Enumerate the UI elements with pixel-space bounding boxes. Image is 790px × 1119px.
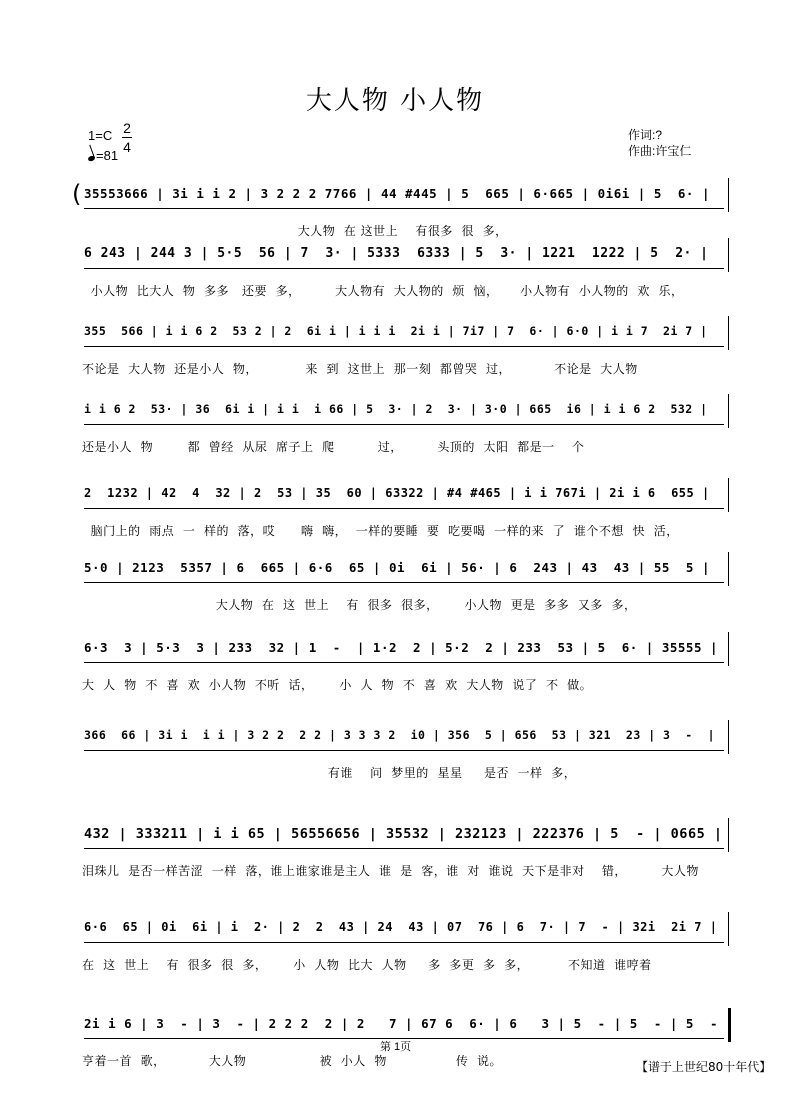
time-signature-top: 2 bbox=[123, 120, 131, 136]
time-signature bbox=[122, 120, 132, 155]
lyric-line: 有谁 问 梦里的 星星 是否 一样 多， bbox=[82, 766, 577, 780]
jianpu-notes: 6·6 65 | 0i 6i | i 2· | 2 2 43 | 24 43 | 07 76 | 6 7· | 7 - | 32i 2i 7 | bbox=[84, 920, 718, 934]
score-system bbox=[78, 632, 732, 702]
lyric-line: 泪珠儿 是否一样苦涩 一样 落，谁上谁家谁是主人 谁 是 客，谁 对 谁说 天下是非对 错， 大人物 bbox=[82, 864, 699, 878]
lyric-line: 不论是 大人物 还是小人 物， 来 到 这世上 那一刻 都曾哭 过， 不论是 大人物 bbox=[82, 362, 638, 376]
tempo-marking bbox=[88, 148, 118, 163]
jianpu-notes: 2 1232 | 42 4 32 | 2 53 | 35 60 | 63322 | #4 #465 | i i 767i | 2i i 6 655 | bbox=[84, 486, 710, 500]
notation-row bbox=[78, 1008, 732, 1042]
end-barline bbox=[728, 818, 729, 852]
tempo-value: =81 bbox=[96, 148, 119, 163]
notation-row bbox=[78, 912, 732, 946]
beam-line bbox=[84, 582, 724, 583]
system-bracket: ( bbox=[72, 180, 82, 208]
notation-row bbox=[78, 316, 732, 350]
lyric-line: 还是小人 物 都 曾经 从尿 席子上 爬 过， 头顶的 太阳 都是一 个 bbox=[82, 440, 585, 454]
end-barline bbox=[728, 238, 729, 272]
score-system bbox=[78, 478, 732, 548]
beam-line bbox=[84, 848, 724, 849]
footer-note: 【谱于上世纪80十年代】 bbox=[636, 1060, 772, 1074]
end-barline bbox=[728, 478, 729, 512]
notation-row bbox=[78, 394, 732, 428]
lyric-line: 在 这 世上 有 很多 很 多， 小 人物 比大 人物 多 多更 多 多， 不知道 谁哼着 bbox=[82, 958, 652, 972]
lyric-line: 亨着一首 歌， 大人物 被 小人 物 传 说。 bbox=[82, 1054, 503, 1068]
jianpu-notes: 6 243 | 244 3 | 5·5 56 | 7 3· | 5333 6333 | 5 3· | 1221 1222 | 5 2· | bbox=[84, 246, 709, 261]
jianpu-notes: i i 6 2 53· | 36 6i i | i i i 66 | 5 3· | 2 3· | 3·0 | 665 i6 | i i 6 2 532 | bbox=[84, 402, 708, 416]
jianpu-notes: 5·0 | 2123 5357 | 6 665 | 6·6 65 | 0i 6i | 56· | 6 243 | 43 43 | 55 5 | bbox=[84, 560, 710, 575]
jianpu-notes: 432 | 333211 | i i 65 | 56556656 | 35532 | 232123 | 222376 | 5 - | 0665 | bbox=[84, 826, 723, 842]
time-signature-bar bbox=[122, 137, 132, 138]
score-system bbox=[78, 552, 732, 622]
end-barline bbox=[728, 552, 729, 586]
score-system bbox=[78, 238, 732, 308]
lyricist: 作词:? bbox=[628, 128, 663, 142]
beam-line bbox=[84, 424, 724, 425]
end-barline bbox=[728, 632, 729, 666]
jianpu-notes: 35553666 | 3i i i 2 | 3 2 2 2 7766 | 44 #445 | 5 665 | 6·665 | 0i6i | 5 6· | bbox=[84, 186, 710, 201]
notation-row bbox=[78, 720, 732, 754]
lyric-line: 大 人 物 不 喜 欢 小人物 不听 话， 小 人 物 不 喜 欢 大人物 说了 不 做。 bbox=[82, 678, 593, 692]
notation-row bbox=[78, 632, 732, 666]
lyric-line: 大人物 在 这 世上 有 很多 很多， 小人物 更是 多多 又多 多， bbox=[82, 598, 637, 612]
time-signature-bottom: 4 bbox=[123, 139, 131, 155]
beam-line bbox=[84, 750, 724, 751]
end-barline bbox=[728, 720, 729, 754]
end-barline bbox=[728, 316, 729, 350]
notation-row bbox=[78, 552, 732, 586]
beam-line bbox=[84, 662, 724, 663]
credits bbox=[628, 127, 691, 159]
end-barline bbox=[728, 394, 729, 428]
end-barline bbox=[728, 912, 729, 946]
composer: 作曲:许宝仁 bbox=[628, 144, 692, 158]
score-system bbox=[78, 912, 732, 982]
jianpu-notes: 355 566 | i i 6 2 53 2 | 2 6i i | i i i 2i i | 7i7 | 7 6· | 6·0 | i i 7 2i 7 | bbox=[84, 324, 708, 338]
score-system bbox=[78, 720, 732, 790]
key-signature: 1=C bbox=[88, 128, 113, 143]
jianpu-notes: 6·3 3 | 5·3 3 | 233 32 | 1 - | 1·2 2 | 5·2 2 | 233 53 | 5 6· | 35555 | bbox=[84, 640, 719, 655]
notation-row bbox=[78, 238, 732, 272]
page-number: 第 1页 bbox=[380, 1041, 412, 1053]
lyric-line: 小人物 比大人 物 多多 还要 多， 大人物有 大人物的 烦 恼， 小人物有 小人物的 欢 乐， bbox=[82, 284, 684, 298]
score-system bbox=[78, 316, 732, 386]
end-barline bbox=[728, 178, 729, 212]
score-system bbox=[78, 394, 732, 464]
lyric-line: 大人物 在 这世上 有很多 很 多， bbox=[82, 224, 508, 238]
lyric-line: 脑门上的 雨点 一 样的 落，哎 嗨 嗨， 一样的要睡 要 吃要喝 一样的来 了 谁个不想 快 活， bbox=[82, 524, 679, 538]
beam-line bbox=[84, 208, 724, 209]
beam-line bbox=[84, 346, 724, 347]
beam-line bbox=[84, 942, 724, 943]
song-title: 大人物 小人物 bbox=[305, 86, 485, 116]
jianpu-notes: 2i i 6 | 3 - | 3 - | 2 2 2 2 | 2 7 | 67 6 6· | 6 3 | 5 - | 5 - | 5 - bbox=[84, 1016, 719, 1031]
notation-row bbox=[78, 178, 732, 212]
beam-line bbox=[84, 268, 724, 269]
beam-line bbox=[84, 508, 724, 509]
jianpu-notes: 366 66 | 3i i i i | 3 2 2 2 2 | 3 3 3 2 i0 | 356 5 | 656 53 | 321 23 | 3 - | bbox=[84, 728, 716, 742]
end-barline bbox=[728, 1008, 731, 1042]
notation-row bbox=[78, 478, 732, 512]
score-system bbox=[78, 818, 732, 888]
quarter-note-icon bbox=[87, 155, 95, 162]
notation-row bbox=[78, 818, 732, 852]
